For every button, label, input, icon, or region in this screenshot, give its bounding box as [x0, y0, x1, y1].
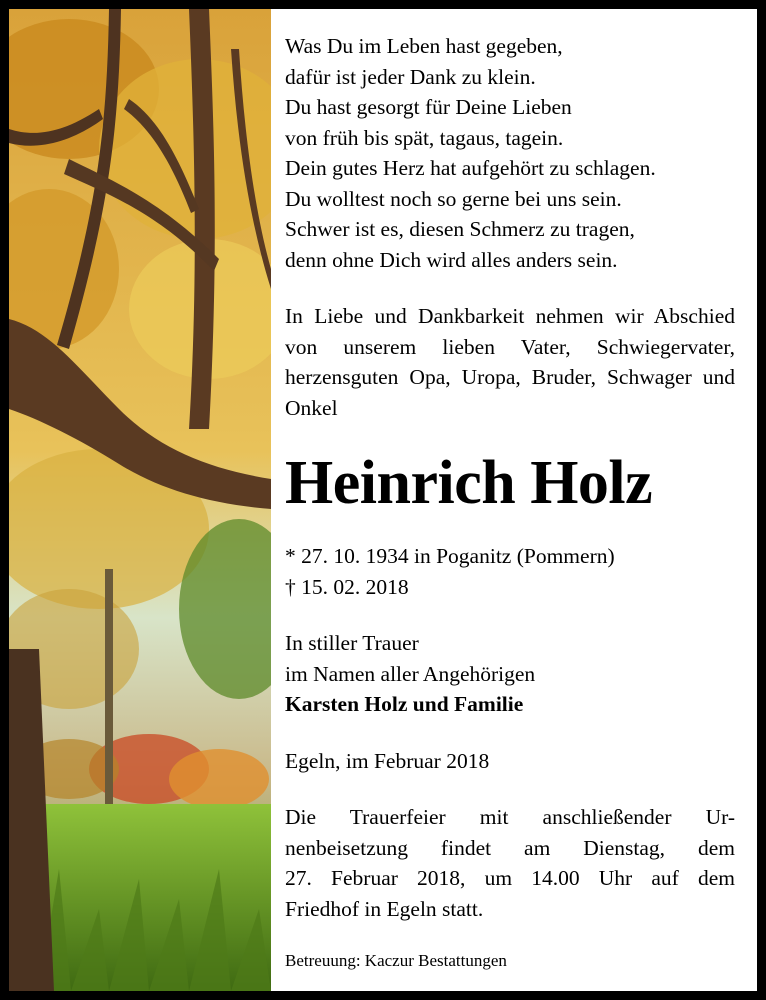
poem-line: dafür ist jeder Dank zu klein.	[285, 64, 536, 89]
birth-date: * 27. 10. 1934 in Poganitz (Pommern)	[285, 544, 615, 568]
poem-line: Du wolltest noch so gerne bei uns sein.	[285, 186, 622, 211]
undertaker-credit: Betreuung: Kaczur Bestattungen	[285, 951, 507, 970]
mourning-line: In stiller Trauer	[285, 631, 419, 655]
mourning-line: im Namen aller Angehörigen	[285, 661, 536, 686]
farewell-intro: In Liebe und Dankbarkeit nehmen wir Abschied von unserem lieben Vater, Schwiegervater, herzensguten Opa, Uropa, Bruder, Schwager und Onkel	[285, 304, 735, 420]
obituary-card	[9, 9, 757, 991]
poem-line: Du hast gesorgt für Deine Lieben	[285, 95, 572, 119]
life-dates	[285, 541, 735, 602]
funeral-line: 27. Februar 2018, um 14.00 Uhr auf dem	[285, 866, 735, 890]
deceased-name: Heinrich Holz	[285, 449, 653, 517]
mourners	[285, 628, 735, 720]
obituary-text	[285, 31, 735, 972]
funeral-line: Die Trauerfeier mit anschließender Ur-	[285, 805, 735, 829]
poem-line: Dein gutes Herz hat aufgehört zu schlagen.	[285, 156, 656, 180]
memorial-poem	[285, 31, 735, 275]
place-date: Egeln, im Februar 2018	[285, 748, 490, 773]
family-name: Karsten Holz und Familie	[285, 692, 524, 716]
poem-line: von früh bis spät, tagaus, tagein.	[285, 125, 564, 150]
poem-line: Schwer ist es, diesen Schmerz zu tragen,	[285, 217, 635, 241]
poem-line: Was Du im Leben hast gegeben,	[285, 34, 563, 58]
funeral-notice	[285, 802, 735, 924]
funeral-line: Friedhof in Egeln statt.	[285, 896, 484, 921]
autumn-tree-photo	[9, 9, 271, 991]
death-date: † 15. 02. 2018	[285, 574, 409, 599]
poem-line: denn ohne Dich wird alles anders sein.	[285, 247, 618, 272]
funeral-line: nenbeisetzung findet am Dienstag, dem	[285, 835, 735, 860]
